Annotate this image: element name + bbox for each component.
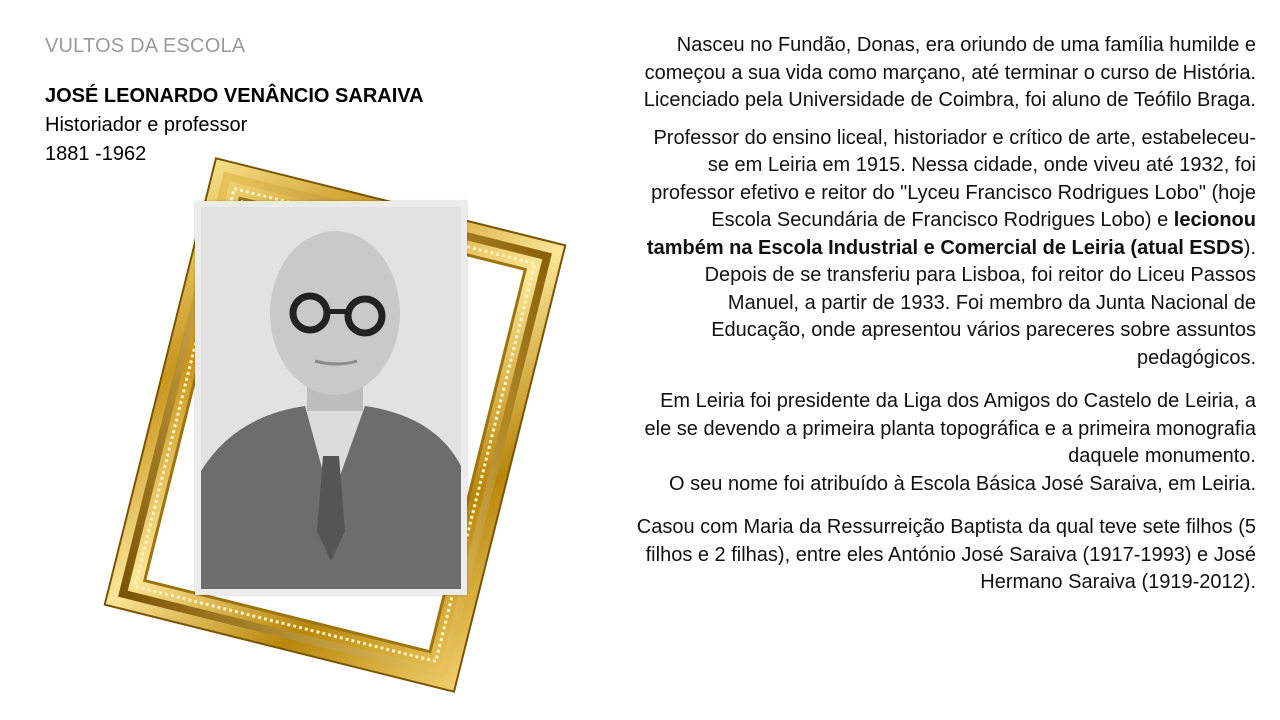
person-name: JOSÉ LEONARDO VENÂNCIO SARAIVA: [45, 85, 424, 107]
person-years: 1881 -1962: [45, 143, 147, 165]
portrait-photo: [195, 201, 467, 595]
biography-text: [636, 32, 1256, 607]
bio-paragraph-career: [636, 125, 1256, 373]
section-title: VULTOS DA ESCOLA: [45, 35, 246, 57]
person-role: Historiador e professor: [45, 114, 248, 136]
bio-career-highlight: lecionou também na Escola Industrial e Comercial de Leiria (atual ESDS: [646, 209, 1256, 259]
bio-paragraph-birth: Nasceu no Fundão, Donas, era oriundo de uma família humilde e começou a sua vida como marçano, até terminar o curso de História. Licenciado pela Universidade de Coimbra, foi aluno de Teófilo Braga.: [643, 34, 1256, 111]
bio-paragraph-school-name: O seu nome foi atribuído à Escola Básica José Saraiva, em Leiria.: [669, 472, 1256, 495]
bio-career-text-1: Professor do ensino liceal, historiador e crítico de arte, estabeleceu-se em Leiria em 1915. Nessa cidade, onde viveu até 1932, foi professor efetivo e reitor do "Lyceu Francisco Rodrigues Lobo" (hoje Escola Secundária de Francisco Rodrigues Lobo) e: [651, 126, 1256, 231]
bio-paragraph-family: Casou com Maria da Ressurreição Baptista da qual teve sete filhos (5 filhos e 2 filhas), entre eles António José Saraiva (1917-1993) e José Hermano Saraiva (1919-2012).: [636, 516, 1256, 593]
bio-career-text-2: ). Depois de se transferiu para Lisboa, foi reitor do Liceu Passos Manuel, a partir de 1933. Foi membro da Junta Nacional de Educação, onde apresentou vários pareceres sobre assuntos pedagógicos.: [704, 236, 1256, 369]
bio-paragraph-leiria: Em Leiria foi presidente da Liga dos Amigos do Castelo de Leiria, a ele se devendo a primeira planta topográfica e a primeira monografia daquele monumento.: [644, 390, 1256, 467]
